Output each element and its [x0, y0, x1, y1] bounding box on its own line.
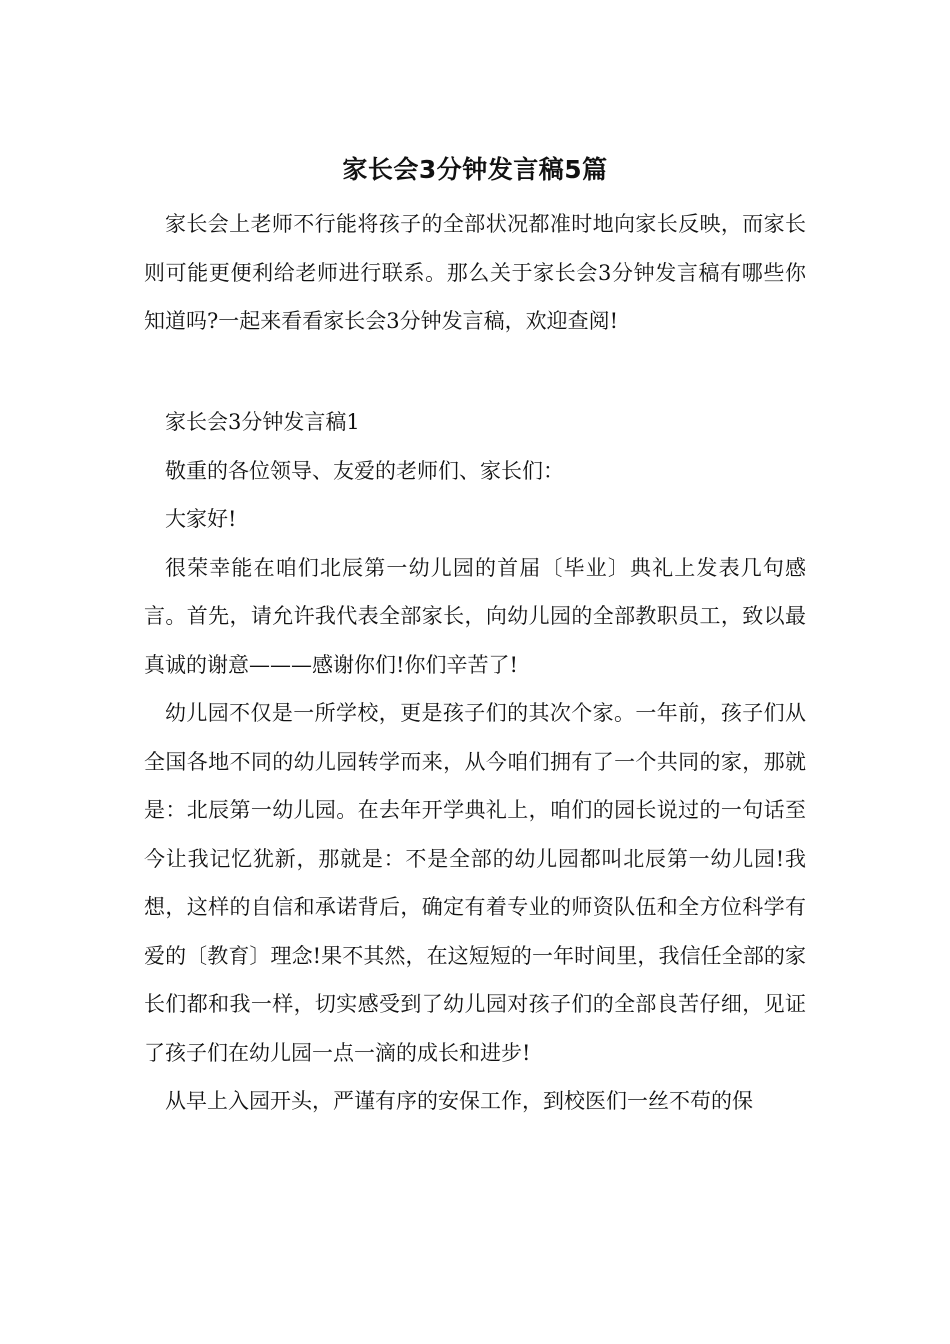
greeting: 大家好!: [165, 507, 237, 531]
document-title: 家长会3分钟发言稿5篇: [342, 155, 608, 184]
intro-block: [144, 200, 806, 346]
speech-section: [144, 398, 806, 1126]
salutation: 敬重的各位领导、友爱的老师们、家长们：: [165, 458, 564, 483]
body-paragraph: 很荣幸能在咱们北辰第一幼儿园的首届〔毕业〕典礼上发表几句感言。首先，请允许我代表全部家长，向幼儿园的全部教职员工，致以最真诚的谢意———感谢你们!你们辛苦了!: [144, 555, 806, 677]
section-heading: 家长会3分钟发言稿1: [165, 410, 360, 434]
intro-paragraph: 家长会上老师不行能将孩子的全部状况都准时地向家长反映，而家长则可能更便利给老师进行联系。那么关于家长会3分钟发言稿有哪些你知道吗?一起来看看家长会3分钟发言稿，欢迎查阅!: [144, 212, 806, 333]
body-paragraph: 从早上入园开头，严谨有序的安保工作，到校医们一丝不苟的保: [165, 1089, 753, 1113]
body-paragraph: 幼儿园不仅是一所学校，更是孩子们的其次个家。一年前，孩子们从全国各地不同的幼儿园转学而来，从今咱们拥有了一个共同的家，那就是：北辰第一幼儿园。在去年开学典礼上，咱们的园长说过的一句话至今让我记忆犹新，那就是：不是全部的幼儿园都叫北辰第一幼儿园!我想，这样的自信和承诺背后，确定有着专业的师资队伍和全方位科学有爱的〔教育〕理念!果不其然，在这短短的一年时间里，我信任全部的家长们都和我一样，切实感受到了幼儿园对孩子们的全部良苦仔细，见证了孩子们在幼儿园一点一滴的成长和进步!: [144, 701, 806, 1065]
